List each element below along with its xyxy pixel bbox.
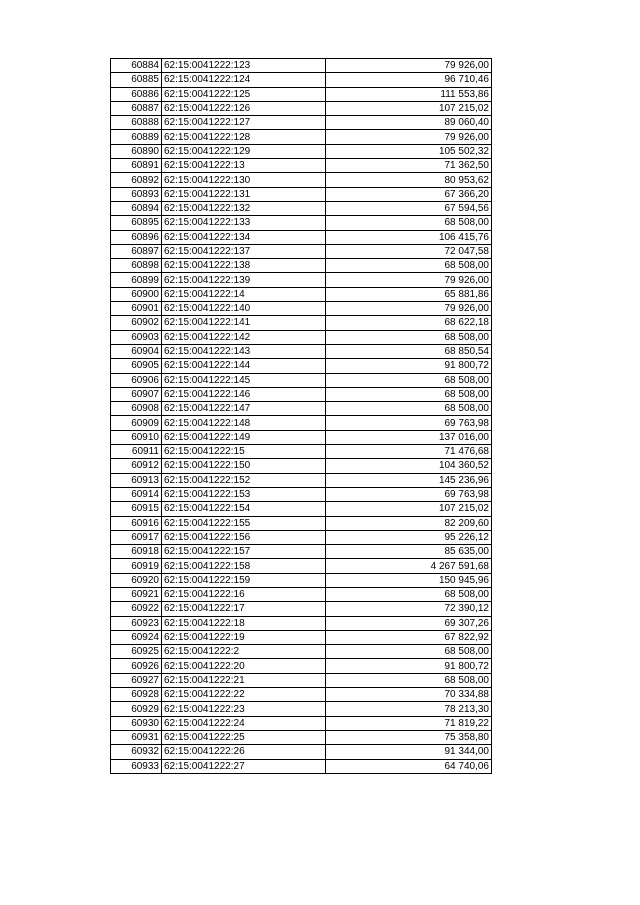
row-number-cell: 60931 (111, 730, 162, 744)
cadastral-number-cell: 62:15:0041222:144 (162, 359, 326, 373)
table-row (111, 101, 492, 115)
cadastral-value-cell: 68 508,00 (326, 673, 492, 687)
row-number-cell: 60890 (111, 144, 162, 158)
row-number-cell: 60884 (111, 59, 162, 73)
cadastral-value-cell: 91 344,00 (326, 745, 492, 759)
cadastral-number-cell: 62:15:0041222:149 (162, 430, 326, 444)
cadastral-number-cell: 62:15:0041222:140 (162, 302, 326, 316)
row-number-cell: 60905 (111, 359, 162, 373)
cadastral-number-cell: 62:15:0041222:126 (162, 101, 326, 115)
cadastral-number-cell: 62:15:0041222:132 (162, 201, 326, 215)
row-number-cell: 60885 (111, 73, 162, 87)
table-row (111, 244, 492, 258)
row-number-cell: 60894 (111, 201, 162, 215)
cadastral-number-cell: 62:15:0041222:141 (162, 316, 326, 330)
table-row (111, 673, 492, 687)
table-row (111, 473, 492, 487)
row-number-cell: 60912 (111, 459, 162, 473)
cadastral-value-cell: 79 926,00 (326, 273, 492, 287)
cadastral-value-cell: 107 215,02 (326, 502, 492, 516)
row-number-cell: 60933 (111, 759, 162, 773)
table-row (111, 344, 492, 358)
row-number-cell: 60902 (111, 316, 162, 330)
cadastral-number-cell: 62:15:0041222:147 (162, 402, 326, 416)
cadastral-value-cell: 71 819,22 (326, 716, 492, 730)
cadastral-value-cell: 68 508,00 (326, 402, 492, 416)
cadastral-number-cell: 62:15:0041222:124 (162, 73, 326, 87)
row-number-cell: 60930 (111, 716, 162, 730)
table-row (111, 373, 492, 387)
row-number-cell: 60913 (111, 473, 162, 487)
cadastral-value-cell: 79 926,00 (326, 130, 492, 144)
cadastral-number-cell: 62:15:0041222:139 (162, 273, 326, 287)
cadastral-number-cell: 62:15:0041222:22 (162, 688, 326, 702)
cadastral-value-cell: 67 594,56 (326, 201, 492, 215)
table-row (111, 173, 492, 187)
cadastral-number-cell: 62:15:0041222:16 (162, 587, 326, 601)
row-number-cell: 60889 (111, 130, 162, 144)
table-row (111, 273, 492, 287)
table-row (111, 201, 492, 215)
row-number-cell: 60908 (111, 402, 162, 416)
table-row (111, 630, 492, 644)
cadastral-value-cell: 72 047,58 (326, 244, 492, 258)
cadastral-number-cell: 62:15:0041222:158 (162, 559, 326, 573)
row-number-cell: 60899 (111, 273, 162, 287)
cadastral-number-cell: 62:15:0041222:155 (162, 516, 326, 530)
cadastral-value-cell: 68 508,00 (326, 330, 492, 344)
cadastral-number-cell: 62:15:0041222:146 (162, 387, 326, 401)
table-row (111, 330, 492, 344)
table-row (111, 430, 492, 444)
table-row (111, 259, 492, 273)
cadastral-number-cell: 62:15:0041222:138 (162, 259, 326, 273)
cadastral-number-cell: 62:15:0041222:159 (162, 573, 326, 587)
table-row (111, 616, 492, 630)
cadastral-value-cell: 69 763,98 (326, 416, 492, 430)
row-number-cell: 60926 (111, 659, 162, 673)
cadastral-value-cell: 64 740,06 (326, 759, 492, 773)
table-row (111, 230, 492, 244)
cadastral-number-cell: 62:15:0041222:148 (162, 416, 326, 430)
cadastral-value-cell: 68 508,00 (326, 216, 492, 230)
cadastral-number-cell: 62:15:0041222:137 (162, 244, 326, 258)
cadastral-value-cell: 96 710,46 (326, 73, 492, 87)
cadastral-value-table (110, 58, 492, 774)
cadastral-value-cell: 71 476,68 (326, 445, 492, 459)
cadastral-value-cell: 4 267 591,68 (326, 559, 492, 573)
table-row (111, 587, 492, 601)
row-number-cell: 60888 (111, 116, 162, 130)
row-number-cell: 60917 (111, 530, 162, 544)
row-number-cell: 60916 (111, 516, 162, 530)
cadastral-number-cell: 62:15:0041222:125 (162, 87, 326, 101)
table-row (111, 59, 492, 73)
cadastral-value-cell: 67 366,20 (326, 187, 492, 201)
cadastral-number-cell: 62:15:0041222:27 (162, 759, 326, 773)
cadastral-number-cell: 62:15:0041222:130 (162, 173, 326, 187)
table-row (111, 387, 492, 401)
cadastral-number-cell: 62:15:0041222:154 (162, 502, 326, 516)
cadastral-number-cell: 62:15:0041222:17 (162, 602, 326, 616)
table-row (111, 487, 492, 501)
table-row (111, 688, 492, 702)
cadastral-number-cell: 62:15:0041222:18 (162, 616, 326, 630)
row-number-cell: 60886 (111, 87, 162, 101)
cadastral-number-cell: 62:15:0041222:14 (162, 287, 326, 301)
row-number-cell: 60929 (111, 702, 162, 716)
cadastral-value-cell: 105 502,32 (326, 144, 492, 158)
cadastral-number-cell: 62:15:0041222:153 (162, 487, 326, 501)
cadastral-value-cell: 82 209,60 (326, 516, 492, 530)
cadastral-value-cell: 69 763,98 (326, 487, 492, 501)
cadastral-number-cell: 62:15:0041222:25 (162, 730, 326, 744)
table-row (111, 459, 492, 473)
cadastral-number-cell: 62:15:0041222:157 (162, 545, 326, 559)
cadastral-number-cell: 62:15:0041222:145 (162, 373, 326, 387)
row-number-cell: 60910 (111, 430, 162, 444)
cadastral-number-cell: 62:15:0041222:133 (162, 216, 326, 230)
row-number-cell: 60932 (111, 745, 162, 759)
cadastral-number-cell: 62:15:0041222:156 (162, 530, 326, 544)
row-number-cell: 60927 (111, 673, 162, 687)
cadastral-value-cell: 67 822,92 (326, 630, 492, 644)
row-number-cell: 60921 (111, 587, 162, 601)
table-row (111, 659, 492, 673)
cadastral-value-cell: 72 390,12 (326, 602, 492, 616)
cadastral-value-cell: 104 360,52 (326, 459, 492, 473)
table-row (111, 159, 492, 173)
row-number-cell: 60896 (111, 230, 162, 244)
row-number-cell: 60895 (111, 216, 162, 230)
row-number-cell: 60918 (111, 545, 162, 559)
cadastral-value-cell: 75 358,80 (326, 730, 492, 744)
table-row (111, 745, 492, 759)
row-number-cell: 60906 (111, 373, 162, 387)
table-row (111, 144, 492, 158)
cadastral-value-cell: 95 226,12 (326, 530, 492, 544)
cadastral-number-cell: 62:15:0041222:24 (162, 716, 326, 730)
row-number-cell: 60923 (111, 616, 162, 630)
cadastral-value-cell: 107 215,02 (326, 101, 492, 115)
row-number-cell: 60904 (111, 344, 162, 358)
cadastral-value-cell: 69 307,26 (326, 616, 492, 630)
cadastral-number-cell: 62:15:0041222:129 (162, 144, 326, 158)
table-row (111, 716, 492, 730)
table-row (111, 416, 492, 430)
cadastral-value-cell: 70 334,88 (326, 688, 492, 702)
cadastral-value-cell: 91 800,72 (326, 659, 492, 673)
cadastral-value-cell: 111 553,86 (326, 87, 492, 101)
cadastral-value-cell: 65 881,86 (326, 287, 492, 301)
cadastral-number-cell: 62:15:0041222:23 (162, 702, 326, 716)
table-row (111, 316, 492, 330)
table-row (111, 216, 492, 230)
table-row (111, 516, 492, 530)
cadastral-value-cell: 68 850,54 (326, 344, 492, 358)
table-row (111, 116, 492, 130)
cadastral-number-cell: 62:15:0041222:131 (162, 187, 326, 201)
cadastral-value-cell: 85 635,00 (326, 545, 492, 559)
cadastral-value-cell: 145 236,96 (326, 473, 492, 487)
row-number-cell: 60911 (111, 445, 162, 459)
cadastral-value-cell: 79 926,00 (326, 302, 492, 316)
row-number-cell: 60914 (111, 487, 162, 501)
table-row (111, 702, 492, 716)
cadastral-value-cell: 68 622,18 (326, 316, 492, 330)
row-number-cell: 60915 (111, 502, 162, 516)
table-row (111, 573, 492, 587)
cadastral-value-cell: 106 415,76 (326, 230, 492, 244)
cadastral-value-cell: 68 508,00 (326, 373, 492, 387)
row-number-cell: 60893 (111, 187, 162, 201)
cadastral-number-cell: 62:15:0041222:26 (162, 745, 326, 759)
cadastral-value-cell: 68 508,00 (326, 645, 492, 659)
cadastral-number-cell: 62:15:0041222:13 (162, 159, 326, 173)
table-row (111, 530, 492, 544)
row-number-cell: 60928 (111, 688, 162, 702)
cadastral-number-cell: 62:15:0041222:21 (162, 673, 326, 687)
cadastral-number-cell: 62:15:0041222:142 (162, 330, 326, 344)
row-number-cell: 60903 (111, 330, 162, 344)
row-number-cell: 60924 (111, 630, 162, 644)
table-row (111, 87, 492, 101)
table-row (111, 130, 492, 144)
row-number-cell: 60887 (111, 101, 162, 115)
table-row (111, 730, 492, 744)
cadastral-value-cell: 150 945,96 (326, 573, 492, 587)
cadastral-value-cell: 79 926,00 (326, 59, 492, 73)
row-number-cell: 60925 (111, 645, 162, 659)
cadastral-number-cell: 62:15:0041222:128 (162, 130, 326, 144)
table-row (111, 302, 492, 316)
cadastral-number-cell: 62:15:0041222:150 (162, 459, 326, 473)
row-number-cell: 60920 (111, 573, 162, 587)
table-row (111, 187, 492, 201)
cadastral-number-cell: 62:15:0041222:143 (162, 344, 326, 358)
cadastral-number-cell: 62:15:0041222:2 (162, 645, 326, 659)
table-row (111, 645, 492, 659)
table-row (111, 502, 492, 516)
cadastral-number-cell: 62:15:0041222:127 (162, 116, 326, 130)
cadastral-number-cell: 62:15:0041222:152 (162, 473, 326, 487)
row-number-cell: 60909 (111, 416, 162, 430)
table-row (111, 559, 492, 573)
row-number-cell: 60897 (111, 244, 162, 258)
cadastral-value-cell: 71 362,50 (326, 159, 492, 173)
row-number-cell: 60900 (111, 287, 162, 301)
row-number-cell: 60901 (111, 302, 162, 316)
cadastral-value-cell: 91 800,72 (326, 359, 492, 373)
cadastral-value-cell: 68 508,00 (326, 387, 492, 401)
table-body (111, 59, 492, 774)
table-row (111, 287, 492, 301)
cadastral-value-cell: 78 213,30 (326, 702, 492, 716)
table-row (111, 602, 492, 616)
row-number-cell: 60898 (111, 259, 162, 273)
cadastral-value-cell: 89 060,40 (326, 116, 492, 130)
table-row (111, 359, 492, 373)
table-row (111, 445, 492, 459)
table-row (111, 73, 492, 87)
row-number-cell: 60892 (111, 173, 162, 187)
row-number-cell: 60891 (111, 159, 162, 173)
cadastral-value-cell: 68 508,00 (326, 587, 492, 601)
cadastral-number-cell: 62:15:0041222:123 (162, 59, 326, 73)
table-row (111, 402, 492, 416)
row-number-cell: 60922 (111, 602, 162, 616)
cadastral-value-cell: 80 953,62 (326, 173, 492, 187)
cadastral-value-cell: 137 016,00 (326, 430, 492, 444)
cadastral-number-cell: 62:15:0041222:134 (162, 230, 326, 244)
table-row (111, 759, 492, 773)
row-number-cell: 60907 (111, 387, 162, 401)
table-row (111, 545, 492, 559)
row-number-cell: 60919 (111, 559, 162, 573)
cadastral-value-cell: 68 508,00 (326, 259, 492, 273)
cadastral-number-cell: 62:15:0041222:15 (162, 445, 326, 459)
cadastral-number-cell: 62:15:0041222:20 (162, 659, 326, 673)
cadastral-number-cell: 62:15:0041222:19 (162, 630, 326, 644)
